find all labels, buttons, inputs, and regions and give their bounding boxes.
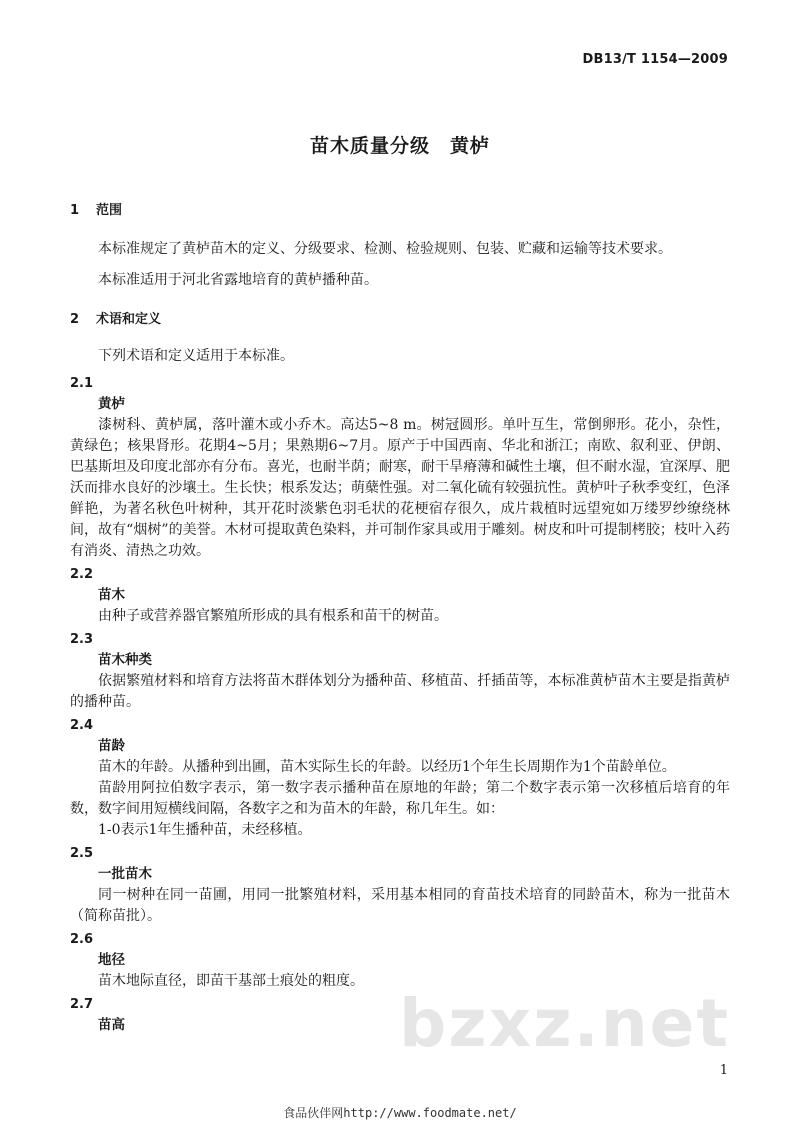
term-definition: 漆树科、黄栌属，落叶灌木或小乔木。高达5~8 m。树冠圆形。单叶互生，常倒卵形。花小，杂性，黄绿色；核果肾形。花期4~5月；果熟期6~7月。原产于中国西南、华北和浙江；南欧、叙利亚、伊朗、巴基斯坦及印度北部亦有分布。喜光，也耐半荫；耐寒，耐干旱瘠薄和碱性土壤，但不耐水湿，宜深厚、肥沃而排水良好的沙壤土。生长快；根系发达；萌蘖性强。对二氧化硫有较强抗性。黄栌叶子秋季变红，色泽鲜艳，为著名秋色叶树种，其开花时淡紫色羽毛状的花梗宿存很久，成片栽植时远望宛如万缕罗纱缭绕林间，故有“烟树”的美誉。木材可提取黄色染料，并可制作家具或用于雕刻。树皮和叶可提制栲胶；枝叶入药有消炎、清热之功效。 bbox=[70, 417, 730, 559]
terms-intro: 下列术语和定义适用于本标准。 bbox=[98, 348, 294, 364]
document-title: 苗木质量分级 黄栌 bbox=[309, 135, 490, 157]
term-definition: 由种子或营养器官繁殖所形成的具有根系和苗干的树苗。 bbox=[98, 608, 448, 624]
footer-source: 食品伙伴网http://www.foodmate.net/ bbox=[283, 1106, 517, 1120]
section-heading-scope bbox=[70, 200, 730, 221]
document-body bbox=[70, 200, 730, 1036]
term-definition: 苗木地际直径，即苗干基部土痕处的粗度。 bbox=[98, 973, 364, 989]
term-definition: 同一树种在同一苗圃，用同一批繁殖材料，采用基本相同的育苗技术培育的同龄苗木，称为一批苗木（简称苗批）。 bbox=[70, 887, 730, 924]
term-number: 2.7 bbox=[70, 997, 94, 1012]
scope-paragraph-1: 本标准规定了黄栌苗木的定义、分级要求、检测、检验规则、包装、贮藏和运输等技术要求。 bbox=[98, 241, 672, 257]
term-heading: 黄栌 bbox=[98, 396, 125, 412]
term-definition: 苗木的年龄。从播种到出圃，苗木实际生长的年龄。以经历1个年生长周期作为1个苗龄单位。 bbox=[98, 759, 676, 775]
term-heading: 苗木 bbox=[98, 587, 125, 603]
section-heading-terms bbox=[70, 309, 730, 330]
section-title: 术语和定义 bbox=[96, 312, 162, 327]
term-heading: 苗高 bbox=[98, 1017, 125, 1033]
term-heading: 苗木种类 bbox=[98, 652, 152, 668]
term-number: 2.6 bbox=[70, 932, 94, 947]
term-number: 2.1 bbox=[70, 376, 94, 391]
term-number: 2.4 bbox=[70, 718, 94, 733]
term-example: 1-0表示1年生播种苗，未经移植。 bbox=[98, 822, 312, 838]
term-definition-continued: 苗龄用阿拉伯数字表示，第一数字表示播种苗在原地的年龄；第二个数字表示第一次移植后培育的年数，数字间用短横线间隔，各数字之和为苗木的年龄，称几年生。如： bbox=[70, 780, 730, 817]
term-heading: 一批苗木 bbox=[98, 866, 152, 882]
scope-paragraph-2: 本标准适用于河北省露地培育的黄栌播种苗。 bbox=[98, 272, 378, 288]
term-heading: 地径 bbox=[98, 952, 125, 968]
section-number: 1 bbox=[70, 203, 80, 218]
section-title: 范围 bbox=[96, 203, 123, 218]
watermark: bzxz.net bbox=[398, 985, 730, 1062]
standard-code: DB13/T 1154—2009 bbox=[582, 52, 728, 67]
page-number: 1 bbox=[719, 1063, 728, 1078]
term-heading: 苗龄 bbox=[98, 738, 125, 754]
term-number: 2.5 bbox=[70, 846, 94, 861]
term-number: 2.3 bbox=[70, 632, 94, 647]
term-definition: 依据繁殖材料和培育方法将苗木群体划分为播种苗、移植苗、扦插苗等，本标准黄栌苗木主要是指黄栌的播种苗。 bbox=[70, 673, 730, 710]
term-number: 2.2 bbox=[70, 567, 94, 582]
section-number: 2 bbox=[70, 312, 80, 327]
